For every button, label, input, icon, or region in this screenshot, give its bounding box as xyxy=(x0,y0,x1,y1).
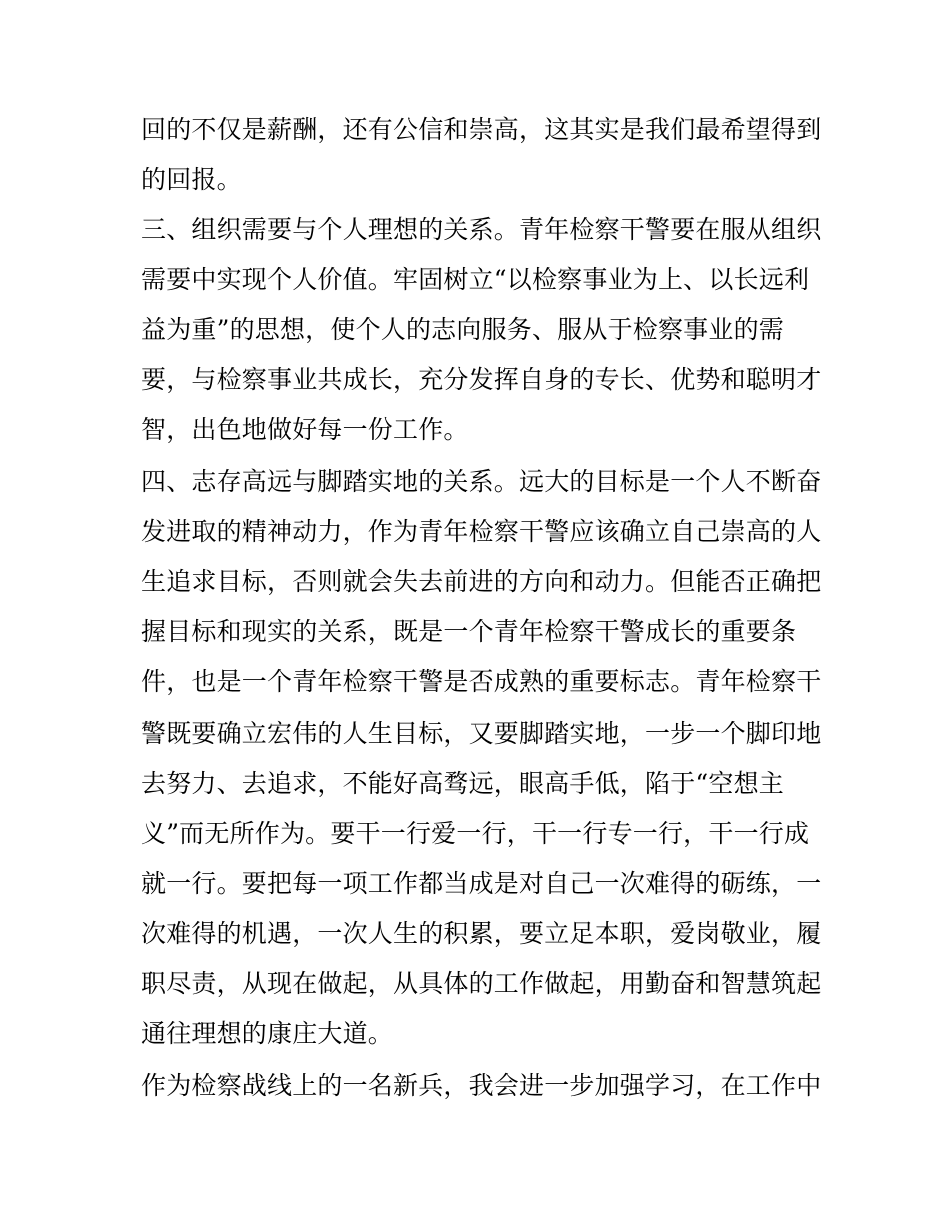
text-line: 的回报。 xyxy=(141,165,242,194)
text-line: 需要中实现个人价值。牢固树立“以检察事业为上、以长远利 xyxy=(141,265,810,294)
text-line: 生追求目标，否则就会失去前进的方向和动力。但能否正确把 xyxy=(141,567,822,596)
text-line: 次难得的机遇，一次人生的积累，要立足本职，爱岗敬业，履 xyxy=(141,919,822,948)
text-line: 发进取的精神动力，作为青年检察干警应该确立自己崇高的人 xyxy=(141,517,822,546)
text-line: 义”而无所作为。要干一行爱一行，干一行专一行，干一行成 xyxy=(141,819,810,848)
text-line: 件，也是一个青年检察干警是否成熟的重要标志。青年检察干 xyxy=(141,667,822,696)
text-line: 智，出色地做好每一份工作。 xyxy=(141,415,469,444)
text-line: 回的不仅是薪酬，还有公信和崇高，这其实是我们最希望得到 xyxy=(141,115,822,144)
text-line: 警既要确立宏伟的人生目标，又要脚踏实地，一步一个脚印地 xyxy=(141,719,822,748)
text-line: 就一行。要把每一项工作都当成是对自己一次难得的砺练，一 xyxy=(141,869,822,898)
text-line: 去努力、去追求，不能好高骛远，眼高手低，陷于“空想主 xyxy=(141,769,784,798)
text-line: 益为重”的思想，使个人的志向服务、服从于检察事业的需 xyxy=(141,315,784,344)
text-line: 三、组织需要与个人理想的关系。青年检察干警要在服从组织 xyxy=(141,215,822,244)
text-line: 握目标和现实的关系，既是一个青年检察干警成长的重要条 xyxy=(141,617,797,646)
text-line: 四、志存高远与脚踏实地的关系。远大的目标是一个人不断奋 xyxy=(141,467,822,496)
text-line: 作为检察战线上的一名新兵，我会进一步加强学习，在工作中 xyxy=(141,1071,822,1100)
text-line: 要，与检察事业共成长，充分发挥自身的专长、优势和聪明才 xyxy=(141,365,822,394)
text-line: 职尽责，从现在做起，从具体的工作做起，用勤奋和智慧筑起 xyxy=(141,969,822,998)
text-line: 通往理想的康庄大道。 xyxy=(141,1019,394,1048)
